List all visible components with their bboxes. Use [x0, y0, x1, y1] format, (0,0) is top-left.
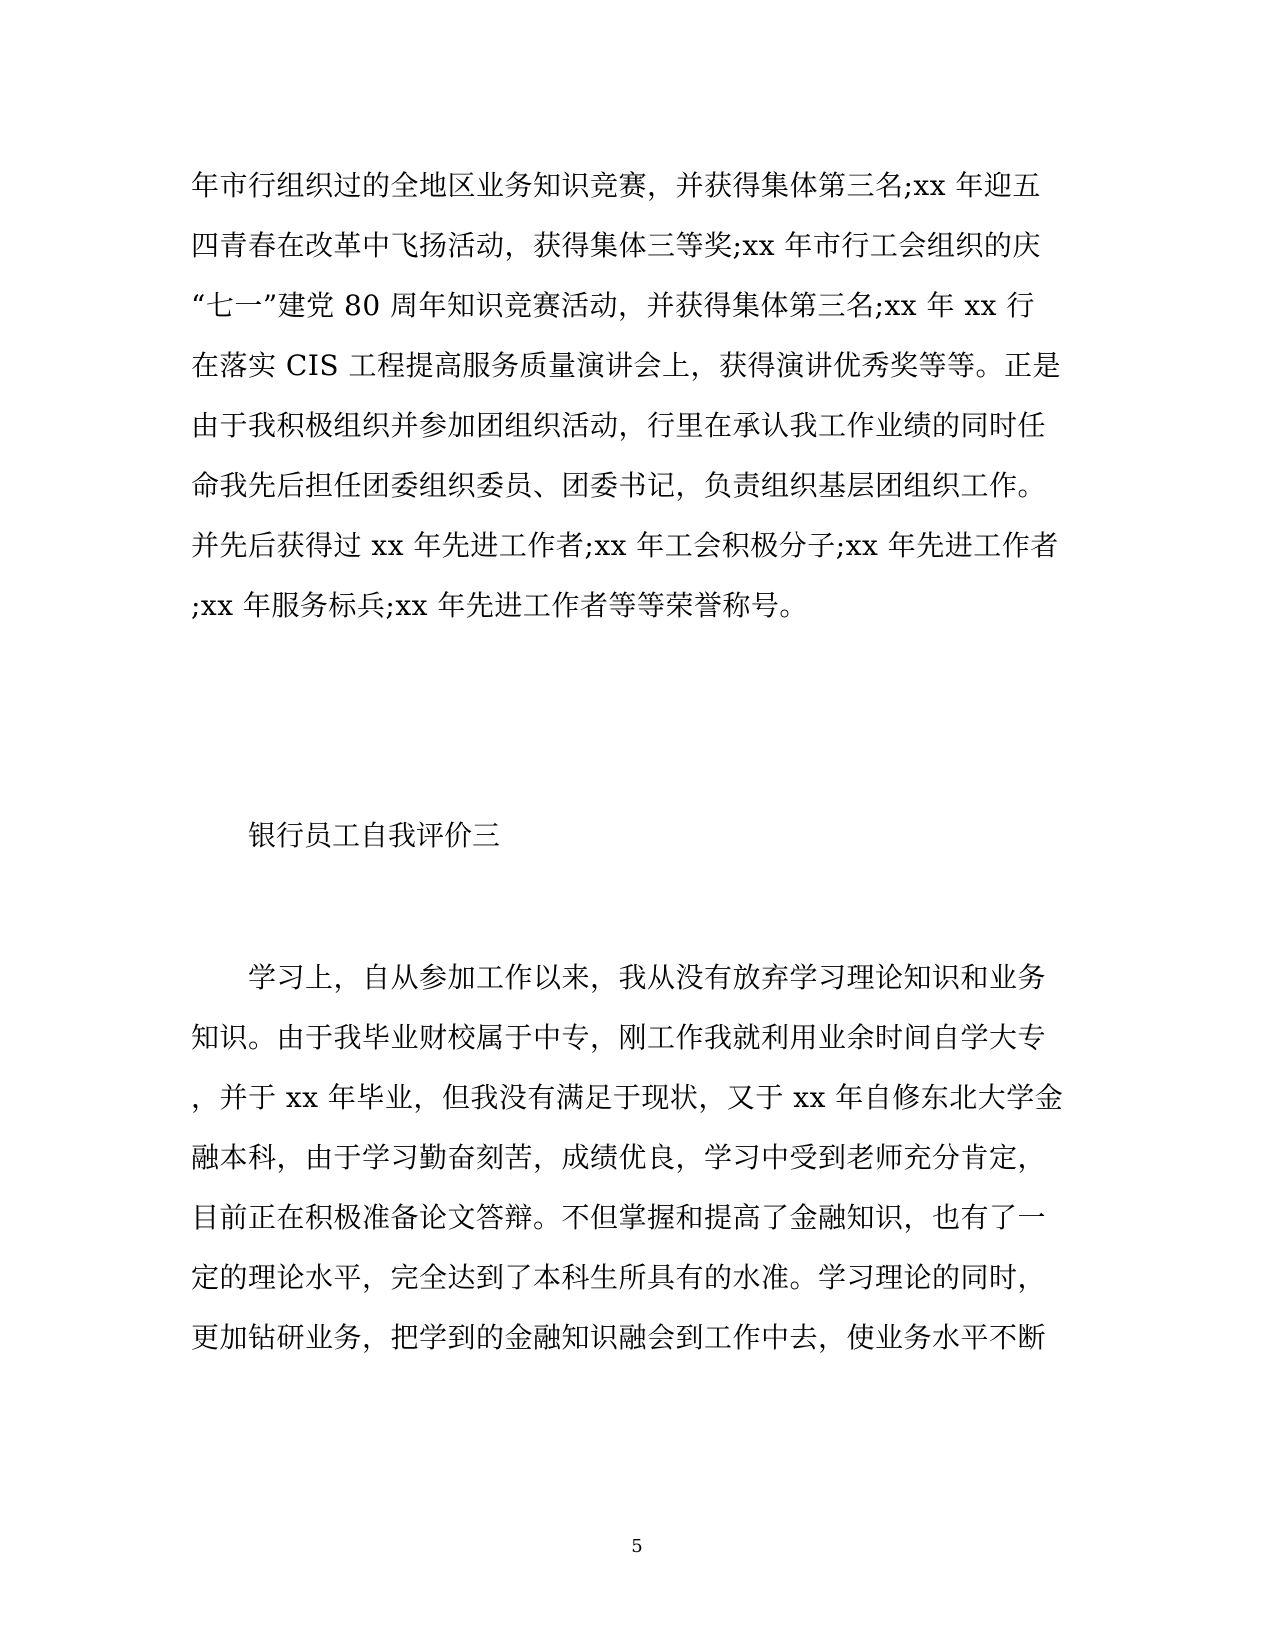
paragraph-line: 命我先后担任团委组织委员、团委书记，负责组织基层团组织工作。	[191, 469, 1047, 502]
paragraph-line: ;xx 年服务标兵;xx 年先进工作者等等荣誉称号。	[191, 589, 808, 622]
paragraph-line: 年市行组织过的全地区业务知识竞赛，并获得集体第三名;xx 年迎五	[191, 169, 1041, 202]
paragraph-line: 更加钻研业务，把学到的金融知识融会到工作中去，使业务水平不断	[191, 1321, 1047, 1354]
paragraph-line: 四青春在改革中飞扬活动，获得集体三等奖;xx 年市行工会组织的庆	[191, 229, 1041, 262]
paragraph-line: “七一”建党 80 周年知识竞赛活动，并获得集体第三名;xx 年 xx 行	[191, 289, 1035, 322]
paragraph-line: 由于我积极组织并参加团组织活动，行里在承认我工作业绩的同时任	[191, 409, 1047, 442]
paragraph-line: 知识。由于我毕业财校属于中专，刚工作我就利用业余时间自学大专	[191, 1021, 1047, 1054]
paragraph-line: 学习上，自从参加工作以来，我从没有放弃学习理论知识和业务	[248, 961, 1047, 994]
page-number: 5	[631, 1536, 643, 1557]
paragraph-line: 在落实 CIS 工程提高服务质量演讲会上，获得演讲优秀奖等等。正是	[191, 349, 1061, 382]
section-heading: 银行员工自我评价三	[248, 819, 501, 852]
paragraph-line: ，并于 xx 年毕业，但我没有满足于现状，又于 xx 年自修东北大学金	[191, 1081, 1064, 1114]
paragraph-line: 并先后获得过 xx 年先进工作者;xx 年工会积极分子;xx 年先进工作者	[191, 529, 1059, 562]
paragraph-line: 融本科，由于学习勤奋刻苦，成绩优良，学习中受到老师充分肯定，	[191, 1141, 1047, 1174]
paragraph-line: 定的理论水平，完全达到了本科生所具有的水准。学习理论的同时，	[191, 1261, 1047, 1294]
paragraph-line: 目前正在积极准备论文答辩。不但掌握和提高了金融知识，也有了一	[191, 1201, 1047, 1234]
